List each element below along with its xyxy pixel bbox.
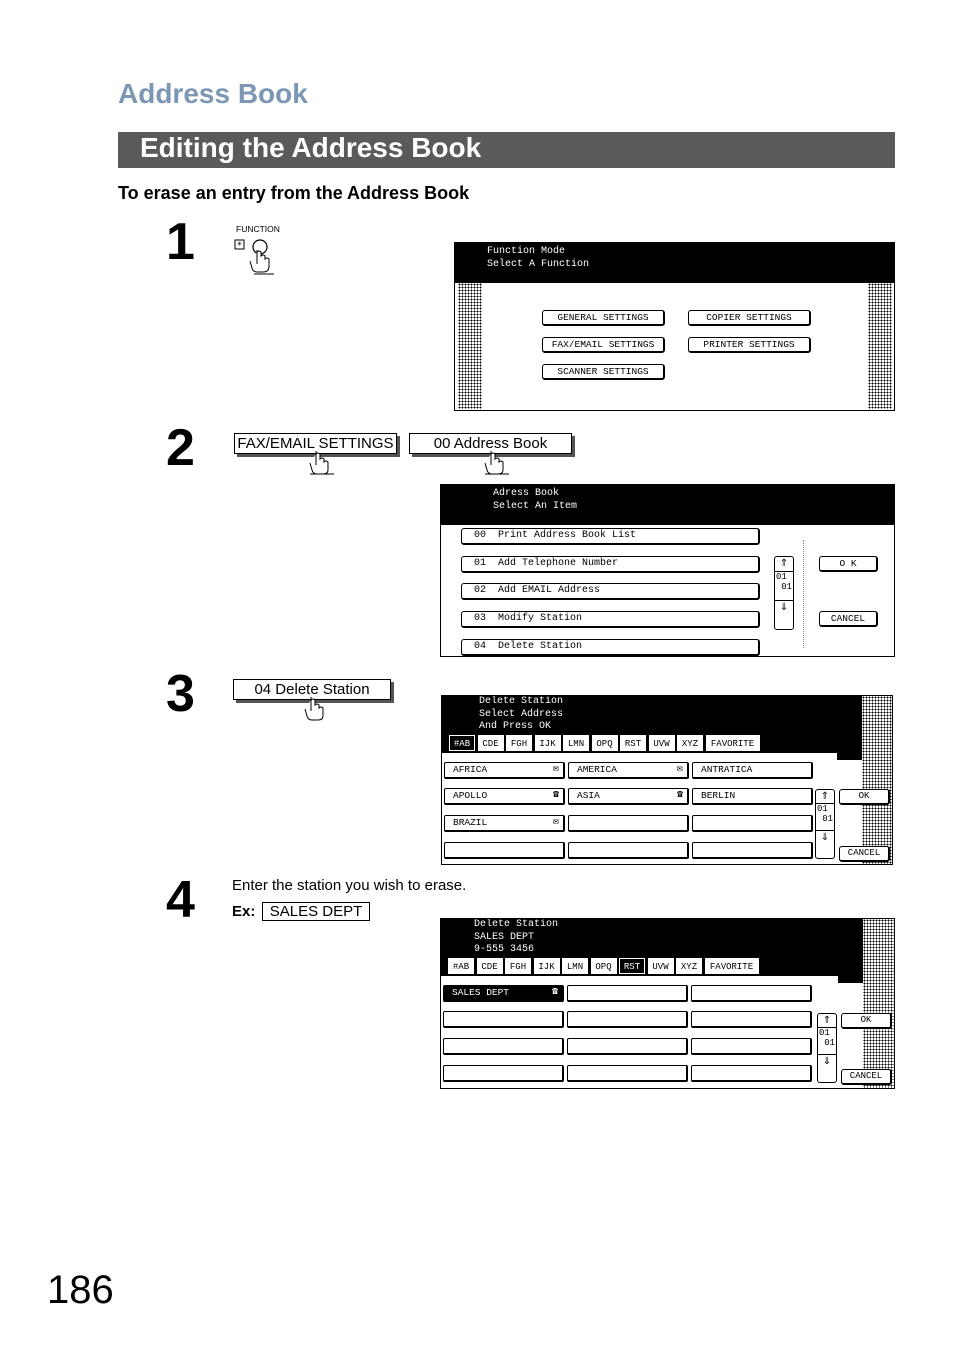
tab-uvw[interactable]: UVW	[648, 958, 674, 974]
screen-header-line: Adress Book	[493, 488, 560, 499]
press-hand-icon	[308, 450, 336, 476]
scroll-down-icon[interactable]: ⇓	[775, 600, 793, 615]
address-cell[interactable]	[568, 842, 689, 859]
page-bottom: 01	[824, 1038, 835, 1048]
email-icon: ✉	[552, 764, 559, 775]
address-cell[interactable]	[567, 985, 688, 1002]
item-label: Modify Station	[498, 613, 583, 624]
page-bottom: 01	[822, 814, 833, 824]
function-key-icon	[234, 238, 280, 276]
ok-button[interactable]: OK	[839, 789, 890, 805]
screen-header-line: Delete Station	[479, 696, 564, 707]
phone-icon: ☎	[676, 790, 683, 801]
page-number: 186	[47, 1268, 114, 1312]
scroll-control[interactable]	[815, 789, 835, 859]
tab-cde[interactable]: CDE	[478, 735, 504, 751]
address-cell-label: BERLIN	[701, 790, 736, 801]
address-book-key[interactable]: 00 Address Book	[409, 433, 572, 454]
tab-rst[interactable]: RST	[620, 735, 646, 751]
tab-xyz[interactable]: XYZ	[677, 735, 703, 751]
address-cell-label: APOLLO	[453, 790, 488, 801]
cancel-button[interactable]: CANCEL	[841, 1069, 892, 1085]
address-cell[interactable]	[567, 1065, 688, 1082]
page-top: 01	[776, 572, 787, 582]
example-label: Ex:	[232, 903, 256, 920]
press-hand-icon	[303, 696, 331, 722]
function-key-label: FUNCTION	[236, 224, 280, 234]
tab-uvw[interactable]: UVW	[649, 735, 675, 751]
tab-cde[interactable]: CDE	[477, 958, 503, 974]
tab-ab[interactable]: #AB	[448, 958, 474, 974]
address-cell[interactable]	[444, 815, 565, 832]
tab-ijk[interactable]: IJK	[535, 735, 561, 751]
address-cell-label: AMERICA	[577, 764, 617, 775]
address-cell-label: ANTRATICA	[701, 764, 753, 775]
address-cell[interactable]	[444, 842, 565, 859]
address-cell[interactable]	[691, 1065, 812, 1082]
page-top: 01	[817, 804, 828, 814]
step-number: 2	[166, 419, 195, 477]
tab-fgh[interactable]: FGH	[506, 735, 532, 751]
address-cell[interactable]	[443, 985, 564, 1002]
address-cell-label: ASIA	[577, 790, 600, 801]
screen-header-line: Select A Function	[487, 258, 590, 270]
screen-header-line: Select Address	[479, 708, 564, 720]
address-cell[interactable]	[567, 1011, 688, 1028]
tab-lmn[interactable]: LMN	[563, 735, 589, 751]
divider	[803, 540, 804, 648]
cancel-button[interactable]: CANCEL	[819, 611, 878, 627]
screen-header-line: Select An Item	[493, 500, 578, 512]
scroll-up-icon[interactable]: ⇑	[818, 1014, 836, 1028]
screen-header-line: 9-555 3456	[474, 944, 535, 955]
tab-opq[interactable]: OPQ	[592, 735, 618, 751]
screen-header-line: SALES DEPT	[474, 931, 535, 943]
address-cell[interactable]	[443, 1011, 564, 1028]
menu-item[interactable]	[461, 583, 760, 600]
screen-header-line: Function Mode	[487, 246, 566, 257]
address-cell[interactable]	[568, 762, 689, 779]
section-title: Address Book	[118, 78, 308, 109]
cancel-button[interactable]: CANCEL	[839, 846, 890, 862]
address-cell[interactable]	[692, 762, 813, 779]
phone-icon: ☎	[552, 790, 559, 801]
scroll-control[interactable]	[817, 1013, 837, 1083]
address-cell[interactable]	[691, 1038, 812, 1055]
address-cell[interactable]	[691, 985, 812, 1002]
address-cell[interactable]	[692, 815, 813, 832]
menu-item[interactable]	[461, 611, 760, 628]
subheading: To erase an entry from the Address Book	[118, 183, 470, 203]
tab-lmn[interactable]: LMN	[562, 958, 588, 974]
screen-header-line: Delete Station	[474, 919, 559, 930]
address-cell[interactable]	[692, 842, 813, 859]
tab-opq[interactable]: OPQ	[591, 958, 617, 974]
scanner-settings-button[interactable]: SCANNER SETTINGS	[542, 364, 665, 380]
address-cell-label: SALES DEPT	[452, 987, 510, 998]
step-number: 4	[166, 871, 195, 929]
page-top: 01	[819, 1028, 830, 1038]
scroll-down-icon[interactable]: ⇓	[816, 830, 834, 844]
screen-header-line: And Press OK	[479, 721, 552, 732]
menu-item[interactable]	[461, 528, 760, 545]
address-cell[interactable]	[692, 788, 813, 805]
address-cell[interactable]	[444, 762, 565, 779]
page-bottom: 01	[781, 582, 792, 592]
tab-favorite[interactable]: FAVORITE	[706, 735, 760, 751]
item-label: Delete Station	[498, 641, 583, 652]
chapter-bar: Editing the Address Book	[118, 132, 895, 168]
scroll-up-icon[interactable]: ⇑	[775, 557, 793, 572]
ok-button[interactable]: O K	[819, 556, 878, 572]
general-settings-button[interactable]: GENERAL SETTINGS	[542, 310, 665, 326]
address-cell[interactable]	[567, 1038, 688, 1055]
email-icon: ✉	[552, 817, 559, 828]
tab-ab[interactable]: #AB	[449, 735, 475, 751]
address-cell[interactable]	[443, 1038, 564, 1055]
menu-item[interactable]	[461, 639, 760, 656]
item-code: 02	[474, 585, 487, 596]
tab-rst[interactable]: RST	[619, 958, 645, 974]
fax-email-settings-key[interactable]: FAX/EMAIL SETTINGS	[234, 433, 397, 454]
step-number: 1	[166, 213, 195, 271]
svg-text:*: *	[237, 241, 242, 251]
screen-address-book	[440, 484, 895, 657]
printer-settings-button[interactable]: PRINTER SETTINGS	[688, 337, 811, 353]
screen-delete-select	[441, 695, 893, 865]
menu-item[interactable]	[461, 556, 760, 573]
screen-delete-confirm	[440, 918, 895, 1089]
screen-texture	[868, 283, 892, 409]
function-key[interactable]	[234, 238, 280, 276]
alpha-tabs	[448, 958, 816, 975]
alpha-tabs	[449, 735, 815, 752]
item-code: 03	[474, 613, 487, 624]
address-cell[interactable]	[443, 1065, 564, 1082]
press-hand-icon	[483, 450, 511, 476]
fax-email-settings-button[interactable]: FAX/EMAIL SETTINGS	[542, 337, 665, 353]
address-cell[interactable]	[568, 788, 689, 805]
address-cell[interactable]	[444, 788, 565, 805]
item-label: Add Telephone Number	[498, 558, 619, 569]
tab-favorite[interactable]: FAVORITE	[705, 958, 759, 974]
scroll-up-icon[interactable]: ⇑	[816, 790, 834, 804]
item-code: 00	[474, 530, 487, 541]
item-code: 01	[474, 558, 487, 569]
address-cell-label: BRAZIL	[453, 817, 488, 828]
ok-button[interactable]: OK	[841, 1013, 892, 1029]
screen-function-mode	[454, 242, 895, 411]
scroll-down-icon[interactable]: ⇓	[818, 1054, 836, 1068]
item-label: Add EMAIL Address	[498, 585, 601, 596]
address-grid	[441, 976, 838, 1088]
address-cell[interactable]	[568, 815, 689, 832]
step-number: 3	[166, 665, 195, 723]
address-cell[interactable]	[691, 1011, 812, 1028]
example-value: SALES DEPT	[262, 902, 370, 921]
phone-icon: ☎	[551, 987, 558, 998]
item-code: 04	[474, 641, 487, 652]
address-cell-label: AFRICA	[453, 764, 488, 775]
tab-fgh[interactable]: FGH	[505, 958, 531, 974]
address-grid	[442, 753, 837, 864]
copier-settings-button[interactable]: COPIER SETTINGS	[688, 310, 811, 326]
email-icon: ✉	[676, 764, 683, 775]
screen-texture	[458, 283, 482, 409]
step-instruction: Enter the station you wish to erase.	[232, 877, 467, 894]
item-label: Print Address Book List	[498, 530, 637, 541]
scroll-control[interactable]	[774, 556, 794, 630]
tab-xyz[interactable]: XYZ	[676, 958, 702, 974]
screen-texture	[862, 696, 892, 864]
tab-ijk[interactable]: IJK	[534, 958, 560, 974]
screen-texture	[863, 919, 894, 1088]
delete-station-key[interactable]: 04 Delete Station	[233, 679, 391, 700]
